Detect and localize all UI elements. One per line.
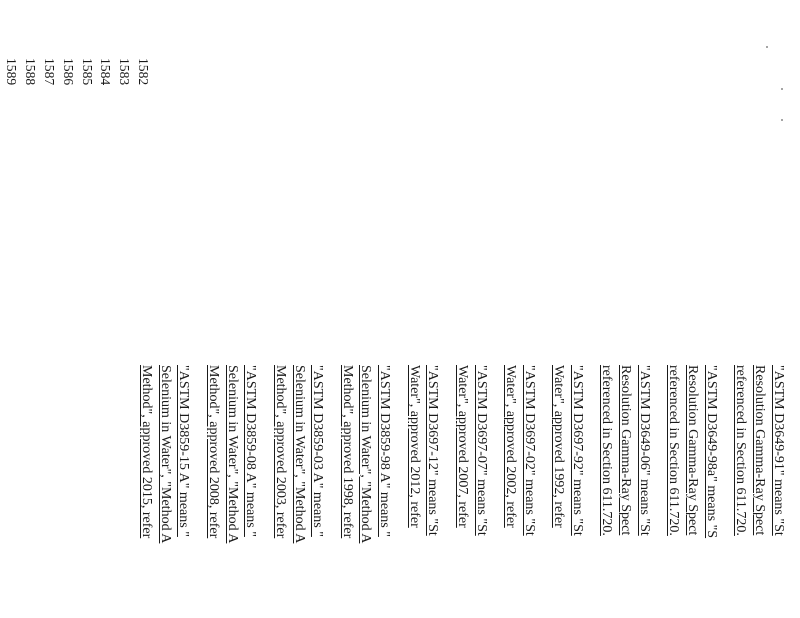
text-line: referenced in Section 611.720. (599, 365, 615, 536)
text-line: "ASTM D3859-03 A" means " (310, 365, 326, 537)
paragraph-gap (192, 365, 203, 618)
text-line: Selenium in Water", "Method A (358, 365, 374, 544)
text-line: "ASTM D3697-12" means "St (425, 365, 441, 536)
paragraph-gap (490, 365, 501, 618)
paragraph-gap (259, 365, 270, 618)
definition-paragraph (452, 365, 490, 618)
definition-paragraph (136, 365, 192, 618)
text-line: "ASTM D3859-15 A" means " (176, 365, 192, 537)
text-line: Resolution Gamma-Ray Spect (618, 365, 634, 536)
text-line: Selenium in Water", "Method A (291, 365, 307, 544)
line-number (0, 58, 2, 618)
line-number: 1585 (79, 58, 95, 86)
paragraph-gap (441, 365, 452, 618)
text-line: Resolution Gamma-Ray Spect (752, 365, 768, 536)
text-line: Water", approved 2012, refer (406, 365, 422, 528)
paragraph-gap (326, 365, 337, 618)
paragraph-gap (393, 365, 404, 618)
text-line: "ASTM D3697-02" means "St (521, 365, 537, 536)
definition-paragraph (548, 365, 586, 618)
document-body (136, 365, 787, 618)
paragraph-gap (653, 365, 664, 618)
definition-paragraph (500, 365, 538, 618)
definition-paragraph (404, 365, 442, 618)
definition-paragraph (337, 365, 393, 618)
text-line: Method", approved 2008, refer (205, 365, 221, 539)
line-number: 1587 (42, 58, 58, 86)
text-line: "ASTM D3859-98 A" means " (377, 365, 393, 537)
definition-paragraph (203, 365, 259, 618)
text-line: Resolution Gamma-Ray Spect (685, 365, 701, 536)
line-number: 1589 (4, 58, 20, 86)
paragraph-gap (538, 365, 549, 618)
text-line: Method", approved 1998, refer (339, 365, 355, 539)
text-line: "ASTM D3697-92" means "St (570, 365, 586, 536)
text-line: Water", approved 2007, refer (454, 365, 470, 528)
line-number-column (0, 58, 152, 618)
text-line: "ASTM D3649-98a" means "S (704, 365, 720, 539)
definition-paragraph (597, 365, 653, 618)
text-line: Water", approved 1992, refer (551, 365, 567, 528)
text-line: Selenium in Water", "Method A (224, 365, 240, 544)
text-line: "ASTM D3649-06" means "St (637, 365, 653, 536)
line-number: 1582 (136, 58, 151, 86)
text-line: referenced in Section 611.720. (666, 365, 682, 536)
definition-paragraph (664, 365, 720, 618)
line-number: 1588 (23, 58, 39, 86)
text-line: "ASTM D3649-91" means "St (771, 365, 786, 536)
text-line: "ASTM D3697-07" means "St (473, 365, 489, 536)
text-line: Method", approved 2003, refer (272, 365, 288, 539)
definition-paragraph (270, 365, 326, 618)
text-line: "ASTM D3859-08 A" means " (243, 365, 259, 537)
line-number: 1583 (117, 58, 133, 86)
line-number: 1584 (98, 58, 114, 86)
paragraph-gap (586, 365, 597, 618)
text-line: Selenium in Water", "Method A (157, 365, 173, 544)
text-line: Method", approved 2015, refer (138, 365, 154, 539)
text-line: Water", approved 2002, refer (503, 365, 519, 528)
text-line: referenced in Section 611.720. (733, 365, 749, 536)
paragraph-gap (720, 365, 731, 618)
definition-paragraph (731, 365, 787, 618)
line-number: 1586 (60, 58, 76, 86)
